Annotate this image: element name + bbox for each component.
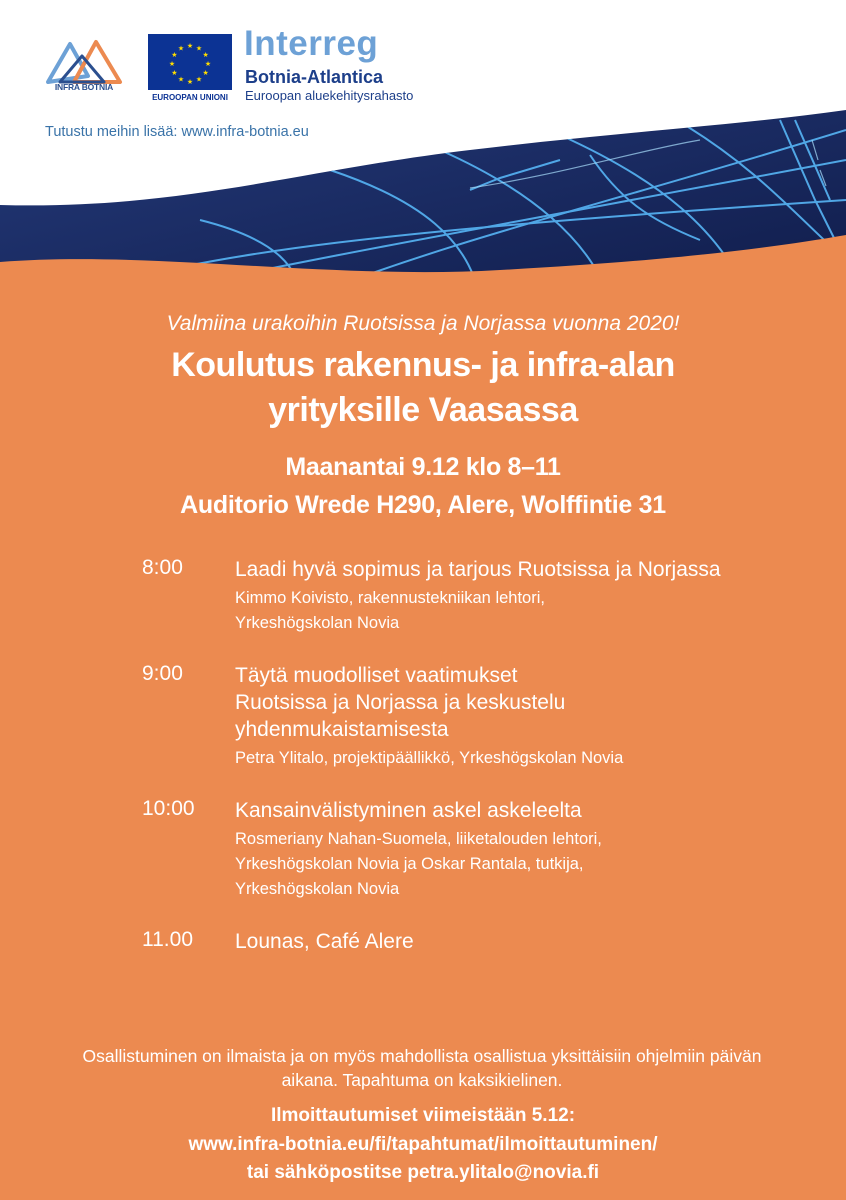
event-title-line-2: yrityksille Vaasassa	[268, 391, 578, 429]
header-background	[0, 0, 846, 300]
program-title: Lounas, Café Alere	[235, 930, 414, 953]
svg-text:★: ★	[204, 60, 212, 68]
interreg-fund: Euroopan aluekehitysrahasto	[245, 88, 414, 103]
program-title: Laadi hyvä sopimus ja tarjous Ruotsissa ja Norjassa	[235, 558, 721, 581]
event-title-line-1: Koulutus rakennus- ja infra-alan	[171, 346, 675, 384]
svg-text:★: ★	[177, 44, 185, 53]
program-speaker-line: Yrkeshögskolan Novia	[235, 880, 400, 898]
event-subtitle: Valmiina urakoihin Ruotsissa ja Norjassa vuonna 2020!	[166, 312, 680, 335]
svg-text:★: ★	[177, 75, 185, 84]
registration-link[interactable]: www.infra-botnia.eu/fi/tapahtumat/ilmoittautuminen/	[188, 1134, 658, 1155]
event-title	[0, 343, 846, 433]
eu-label: EUROOPAN UNIONI	[152, 93, 228, 102]
svg-text:★: ★	[202, 69, 209, 77]
participation-note: Osallistuminen on ilmaista ja on myös mahdollista osallistua yksittäisiin ohjelmiin päivän aikana. Tapahtuma on kaksikielinen.	[82, 1046, 762, 1090]
infra-botnia-logo-text: INFRA BOTNIA	[54, 82, 114, 92]
program-speaker-line: Rosmeriany Nahan-Suomela, liiketalouden lehtori,	[235, 830, 602, 848]
program-title: Täytä muodolliset vaatimukset Ruotsissa ja Norjassa ja keskustelu yhdenmukaistamisesta	[235, 664, 566, 741]
program-item	[142, 556, 764, 636]
program-speaker-line: Petra Ylitalo, projektipäällikkö, Yrkeshögskolan Novia	[235, 749, 624, 767]
program-speaker-line: Yrkeshögskolan Novia ja Oskar Rantala, tutkija,	[235, 855, 584, 873]
program-speaker	[235, 746, 764, 771]
interreg-subtitle: Botnia-Atlantica	[245, 67, 384, 87]
svg-text:★: ★	[171, 51, 178, 59]
program-speaker-line: Yrkeshögskolan Novia	[235, 614, 400, 632]
registration-deadline: Ilmoittautumiset viimeistään 5.12:	[270, 1105, 576, 1126]
program-speaker	[235, 827, 764, 902]
program-item	[142, 662, 764, 771]
eu-flag-icon	[148, 34, 232, 90]
svg-text:★: ★	[195, 44, 203, 53]
interreg-title: Interreg	[244, 24, 379, 63]
event-venue: Auditorio Wrede H290, Alere, Wolffintie 31	[180, 491, 666, 519]
event-date: Maanantai 9.12 klo 8–11	[285, 453, 561, 481]
program-time: 8:00	[142, 556, 183, 579]
program-item	[142, 797, 764, 902]
program-time: 9:00	[142, 662, 183, 685]
program-speaker	[235, 586, 764, 636]
program-item	[142, 928, 764, 955]
program-list	[142, 556, 764, 981]
svg-text:★: ★	[168, 60, 176, 68]
registration-email[interactable]: tai sähköpostitse petra.ylitalo@novia.fi	[246, 1162, 600, 1183]
svg-text:★: ★	[202, 51, 209, 59]
svg-text:★: ★	[171, 69, 178, 77]
website-tagline: Tutustu meihin lisää: www.infra-botnia.eu	[45, 124, 309, 140]
program-title: Kansainvälistyminen askel askeleelta	[235, 799, 582, 822]
program-speaker-line: Kimmo Koivisto, rakennustekniikan lehtori,	[235, 589, 545, 607]
program-time: 11.00	[142, 928, 193, 951]
svg-text:★: ★	[186, 42, 194, 50]
svg-text:★: ★	[186, 78, 194, 86]
svg-text:★: ★	[195, 75, 203, 84]
program-time: 10:00	[142, 797, 195, 820]
